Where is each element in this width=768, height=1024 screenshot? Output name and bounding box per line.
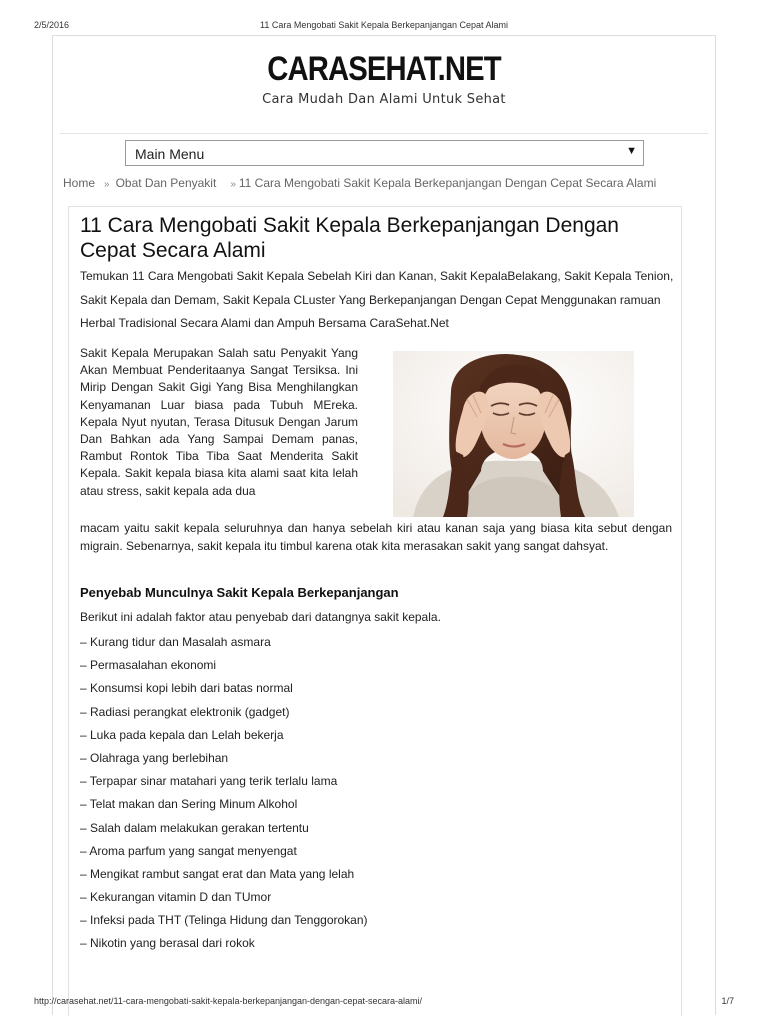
section-intro: Berikut ini adalah faktor atau penyebab dari datangnya sakit kepala. (80, 610, 441, 624)
breadcrumb-home-link[interactable]: Home (63, 176, 96, 190)
header-divider (60, 133, 708, 134)
breadcrumb (63, 176, 656, 190)
list-item: – Permasalahan ekonomi (80, 658, 217, 673)
print-page-number: 1/7 (721, 996, 734, 1006)
list-item: – Mengikat rambut sangat erat dan Mata yang lelah (80, 866, 355, 881)
list-item: – Olahraga yang berlebihan (80, 750, 229, 765)
list-item: – Aroma parfum yang sangat menyengat (80, 843, 297, 858)
site-title[interactable]: CARASEHAT.NET (267, 50, 501, 88)
breadcrumb-category-link[interactable]: Obat Dan Penyakit (115, 176, 217, 190)
print-title: 11 Cara Mengobati Sakit Kepala Berkepanjangan Cepat Alami (260, 20, 508, 30)
list-item: – Kurang tidur dan Masalah asmara (80, 635, 271, 649)
article-paragraph-full: macam yaitu sakit kepala seluruhnya dan hanya sebelah kiri atau kanan saja yang biasa kita sebut dengan migrain. Sebenarnya, sakit kepala itu timbul karena otak kita merasakan sakit yang sangat dahsyat. (80, 521, 672, 553)
breadcrumb-current: 11 Cara Mengobati Sakit Kepala Berkepanjangan Dengan Cepat Secara Alami (238, 176, 657, 190)
list-item: – Luka pada kepala dan Lelah bekerja (80, 727, 284, 742)
headache-woman-photo (393, 351, 634, 517)
list-item: – Kekurangan vitamin D dan TUmor (80, 890, 272, 905)
site-tagline: Cara Mudah Dan Alami Untuk Sehat (262, 92, 506, 107)
list-item: – Infeksi pada THT (Telinga Hidung dan Tenggorokan) (80, 913, 368, 928)
list-item: – Telat makan dan Sering Minum Alkohol (80, 797, 298, 812)
breadcrumb-separator: » (104, 179, 110, 190)
list-item: – Radiasi perangkat elektronik (gadget) (80, 704, 290, 719)
article-paragraph-wrapped: Sakit Kepala Merupakan Salah satu Penyakit Yang Akan Membuat Penderitaanya Sangat Tersiksa. Ini Mirip Dengan Sakit Gigi Yang Bisa Menghilangkan Kenyamanan Luar biasa pada Tubuh MEreka. Kepala Nyut nyutan, Terasa Ditusuk Dengan Jarum Dan Bahkan ada Yang Sampai Demam panas, Rambut Rontok Tiba Tiba Saat Menderita Sakit Kepala. Sakit kepala biasa kita alami saat kita lelah atau stress, sakit kepala ada dua (80, 346, 358, 498)
section-heading: Penyebab Munculnya Sakit Kepala Berkepanjangan (80, 585, 399, 600)
list-item: – Nikotin yang berasal dari rokok (80, 936, 255, 951)
list-item: – Terpapar sinar matahari yang terik terlalu lama (80, 774, 338, 789)
main-menu-label: Main Menu (135, 146, 205, 162)
cause-list (80, 631, 368, 956)
list-item: – Konsumsi kopi lebih dari batas normal (80, 681, 293, 696)
main-menu-select[interactable] (125, 140, 644, 166)
print-url: http://carasehat.net/11-cara-mengobati-sakit-kepala-berkepanjangan-dengan-cepat-secara-alami/ (34, 996, 423, 1006)
article-title: 11 Cara Mengobati Sakit Kepala Berkepanjangan Dengan Cepat Secara Alami (80, 214, 619, 262)
article-intro: Temukan 11 Cara Mengobati Sakit Kepala Sebelah Kiri dan Kanan, Sakit KepalaBelakang, Sakit Kepala Tenion, Sakit Kepala dan Demam, Sakit Kepala CLuster Yang Berkepanjangan Dengan Cepat Menggunakan ramuan Herbal Tradisional Secara Alami dan Ampuh Bersama CaraSehat.Net (80, 269, 674, 330)
print-date: 2/5/2016 (34, 20, 70, 30)
list-item: – Salah dalam melakukan gerakan tertentu (80, 820, 309, 835)
caret-down-icon: ▼ (626, 145, 637, 157)
breadcrumb-separator: » (230, 179, 236, 190)
